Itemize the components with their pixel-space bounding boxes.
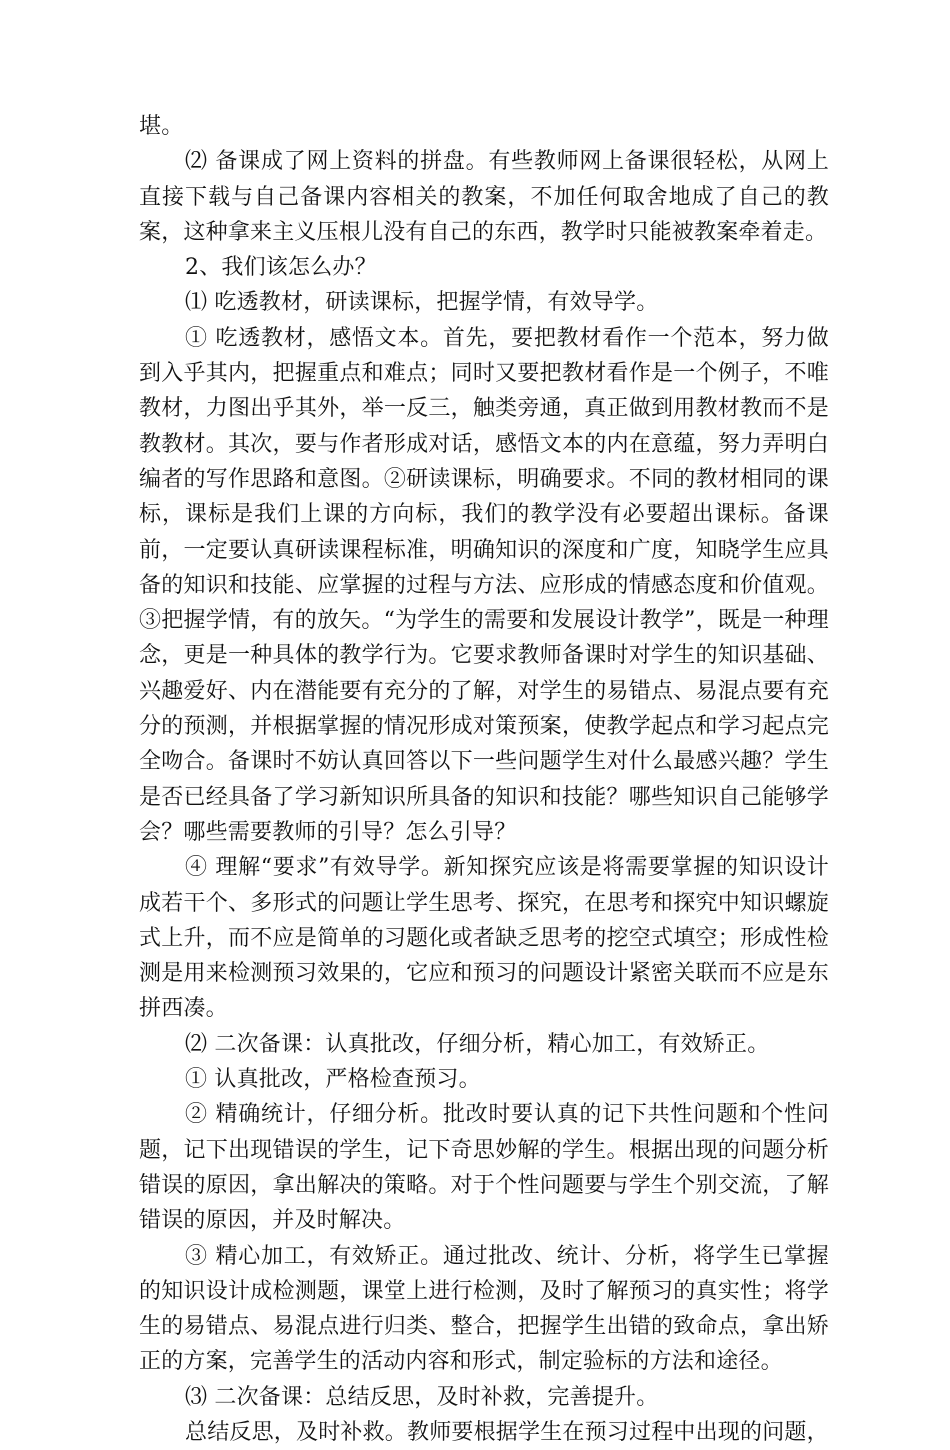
paragraph-online-resources: ⑵ 备课成了网上资料的拼盘。有些教师网上备课很轻松，从网上直接下载与自己备课内容相关的教案，不加任何取舍地成了自己的教案，这种拿来主义压根儿没有自己的东西，教学时只能被教案牵着走。 (139, 149, 829, 245)
subheading-second-preparation-grading: ⑵ 二次备课：认真批改，仔细分析，精心加工，有效矫正。 (185, 1031, 770, 1057)
subheading-second-preparation-reflection: ⑶ 二次备课：总结反思，及时补救，完善提升。 (185, 1384, 659, 1410)
paragraph-understand-requirements: ④ 理解“要求”有效导学。新知探究应该是将需要掌握的知识设计成若干个、多形式的问题让学生思考、探究，在思考和探究中知识螺旋式上升，而不应是简单的习题化或者缺乏思考的挖空式填空；形成性检测是用来检测预习效果的，它应和预习的问题设计紧密关联而不应是东拼西凑。 (139, 855, 829, 1022)
paragraph-careful-grading: ① 认真批改，严格检查预习。 (185, 1067, 481, 1093)
paragraph-precise-statistics: ② 精确统计，仔细分析。批改时要认真的记下共性问题和个性问题，记下出现错误的学生，记下奇思妙解的学生。根据出现的问题分析错误的原因，拿出解决的策略。对于个性问题要与学生个别交流，了解错误的原因，并及时解决。 (139, 1102, 829, 1234)
paragraph-study-textbook: ① 吃透教材，感悟文本。首先，要把教材看作一个范本，努力做到入乎其内，把握重点和难点；同时又要把教材看作是一个例子，不唯教材，力图出乎其外，举一反三，触类旁通，真正做到用教材教而不是教教材。其次，要与作者形成对话，感悟文本的内在意蕴，努力弄明白编者的写作思路和意图。②研读课标，明确要求。不同的教材相同的课标，课标是我们上课的方向标，我们的教学没有必要超出课标。备课前，一定要认真研读课程标准，明确知识的深度和广度，知晓学生应具备的知识和技能、应掌握的过程与方法、应形成的情感态度和价值观。③把握学情，有的放矢。“为学生的需要和发展设计教学”，既是一种理念，更是一种具体的教学行为。它要求教师备课时对学生的知识基础、兴趣爱好、内在潜能要有充分的了解，对学生的易错点、易混点要有充分的预测，并根据掌握的情况形成对策预案，使教学起点和学习起点完全吻合。备课时不妨认真回答以下一些问题学生对什么最感兴趣？学生是否已经具备了学习新知识所具备的知识和技能？哪些知识自己能够学会？哪些需要教师的引导？怎么引导？ (139, 325, 829, 845)
paragraph-careful-processing: ③ 精心加工，有效矫正。通过批改、统计、分析，将学生已掌握的知识设计成检测题，课堂上进行检测，及时了解预习的真实性；将学生的易错点、易混点进行归类、整合，把握学生出错的致命点，拿出矫正的方案，完善学生的活动内容和形式，制定验标的方法和途径。 (139, 1243, 829, 1375)
paragraph-summary-reflection: 总结反思，及时补救。教师要根据学生在预习过程中出现的问题， (185, 1419, 829, 1445)
heading-what-to-do: 2、我们该怎么办？ (185, 255, 377, 281)
paragraph-continuation: 堪。 (139, 114, 184, 139)
document-page (139, 109, 829, 1450)
subheading-study-textbook: ⑴ 吃透教材，研读课标，把握学情，有效导学。 (185, 290, 659, 316)
